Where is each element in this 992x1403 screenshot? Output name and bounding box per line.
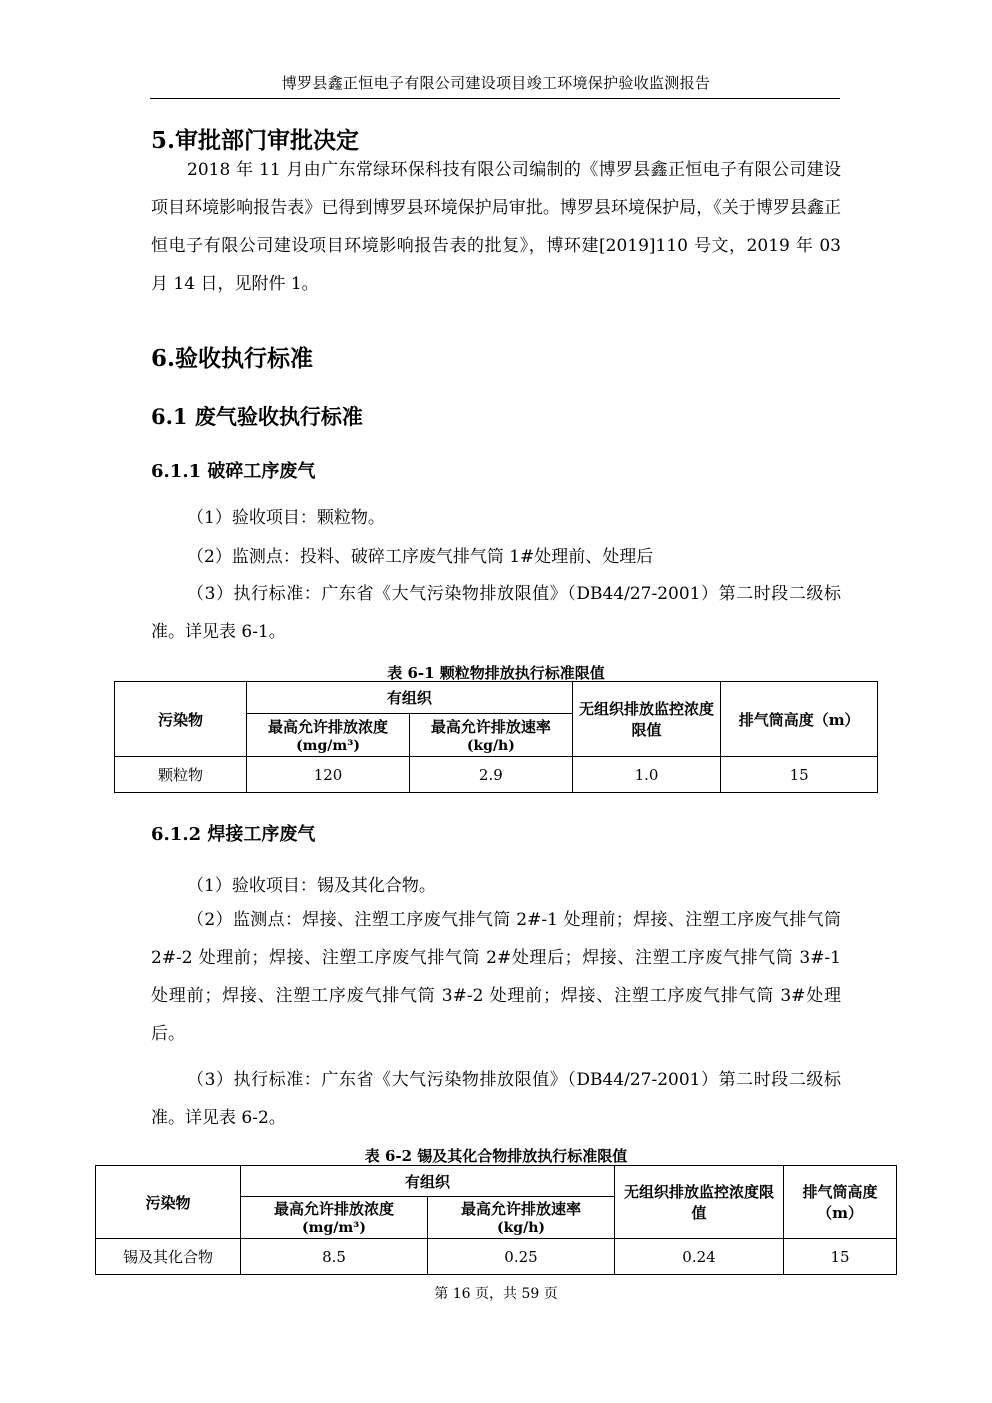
t2-h-organized: 有组织 [241, 1166, 615, 1197]
s612-item-2: （2）监测点：焊接、注塑工序废气排气筒 2#-1 处理前；焊接、注塑工序废气排气筒 2#-2 处理前；焊接、注塑工序废气排气筒 2#处理后；焊接、注塑工序废气排气筒 3#-1 处理前；焊接、注塑工序废气排气筒 3#-2 处理前；焊接、注塑工序废气排气筒 3#处理后。 [151, 910, 841, 1044]
t1-h-conc-unit: (mg/m³) [296, 737, 360, 754]
t1-cell-height: 15 [721, 757, 878, 793]
t2-h-rate-label: 最高允许排放速率 [460, 1200, 581, 1218]
t2-h-height: 排气筒高度（m） [784, 1166, 897, 1239]
page-number: 第 16 页，共 59 页 [434, 1286, 558, 1302]
t1-h-fugitive: 无组织排放监控浓度限值 [572, 682, 721, 757]
t2-h-conc-label: 最高允许排放浓度 [273, 1200, 394, 1218]
t2-h-rate-unit: (kg/h) [496, 1220, 546, 1236]
t1-cell-pollutant: 颗粒物 [115, 757, 247, 793]
table-row [115, 757, 878, 793]
t2-cell-height: 15 [784, 1239, 897, 1275]
section-6-title: 6.验收执行标准 [151, 345, 314, 372]
t1-h-height: 排气筒高度（m） [721, 682, 878, 757]
t1-h-rate-unit: (kg/h) [466, 737, 515, 754]
t2-cell-pollutant: 锡及其化合物 [96, 1239, 241, 1275]
t1-h-conc-label: 最高允许排放浓度 [268, 717, 389, 736]
section-5-title: 5.审批部门审批决定 [151, 127, 360, 154]
s612-item-1: （1）验收项目：锡及其化合物。 [187, 876, 436, 896]
table-6-2 [95, 1165, 897, 1275]
table-6-1 [114, 681, 878, 793]
table-6-1-caption: 表 6-1 颗粒物排放执行标准限值 [387, 664, 605, 682]
t1-h-organized: 有组织 [247, 682, 573, 714]
s611-item-3: （3）执行标准：广东省《大气污染物排放限值》（DB44/27-2001）第二时段二级标准。详见表 6-1。 [151, 584, 841, 642]
t2-cell-rate: 0.25 [428, 1239, 615, 1275]
s612-item-3: （3）执行标准：广东省《大气污染物排放限值》（DB44/27-2001）第二时段二级标准。详见表 6-2。 [151, 1070, 841, 1128]
section-5-paragraph: 2018 年 11 月由广东常绿环保科技有限公司编制的《博罗县鑫正恒电子有限公司建设项目环境影响报告表》已得到博罗县环境保护局审批。博罗县环境保护局，《关于博罗县鑫正恒电子有限公司建设项目环境影响报告表的批复》，博环建[2019]110 号文，2019 年 03 月 14 日，见附件 1。 [151, 160, 841, 294]
t1-h-pollutant: 污染物 [115, 682, 247, 757]
page-header: 博罗县鑫正恒电子有限公司建设项目竣工环境保护验收监测报告 [281, 74, 711, 92]
t2-h-conc [241, 1197, 428, 1239]
table-6-2-caption: 表 6-2 锡及其化合物排放执行标准限值 [364, 1147, 628, 1165]
s611-item-1: （1）验收项目：颗粒物。 [187, 508, 385, 528]
t2-h-pollutant: 污染物 [96, 1166, 241, 1239]
t2-cell-conc: 8.5 [241, 1239, 428, 1275]
t1-cell-conc: 120 [247, 757, 410, 793]
t1-h-rate-label: 最高允许排放速率 [430, 717, 551, 736]
t1-cell-rate: 2.9 [409, 757, 572, 793]
t2-h-conc-unit: (mg/m³) [302, 1220, 366, 1236]
t1-cell-fugitive: 1.0 [572, 757, 721, 793]
t2-h-fugitive: 无组织排放监控浓度限值 [615, 1166, 784, 1239]
t1-h-rate [409, 714, 572, 757]
t2-h-rate [428, 1197, 615, 1239]
header-divider [150, 98, 840, 99]
section-6-1-title: 6.1 废气验收执行标准 [151, 404, 363, 429]
section-6-1-1-title: 6.1.1 破碎工序废气 [151, 461, 316, 482]
t2-cell-fugitive: 0.24 [615, 1239, 784, 1275]
section-6-1-2-title: 6.1.2 焊接工序废气 [151, 824, 316, 845]
table-row [96, 1239, 897, 1275]
s611-item-2: （2）监测点：投料、破碎工序废气排气筒 1#处理前、处理后 [187, 547, 654, 567]
t1-h-conc [247, 714, 410, 757]
